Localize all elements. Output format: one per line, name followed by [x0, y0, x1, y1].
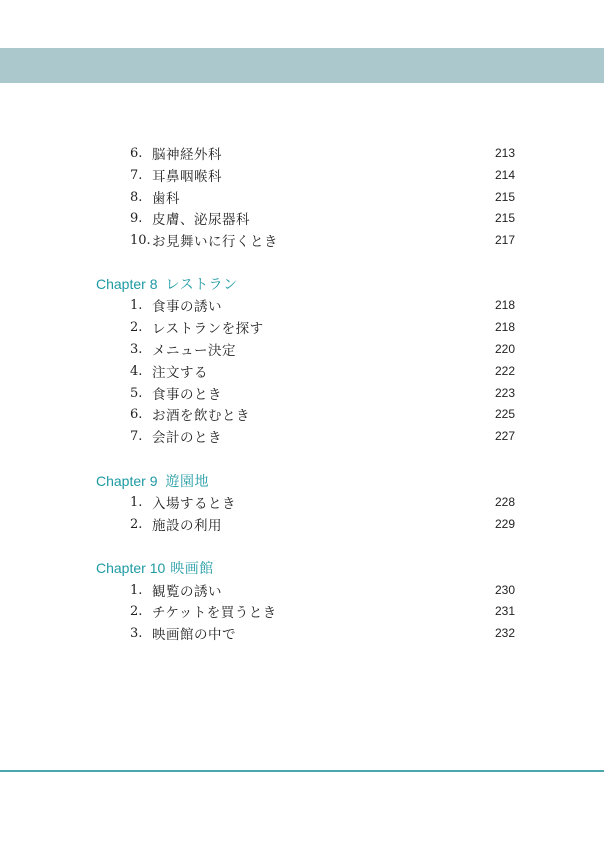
- entry-title: メニュー決定: [152, 343, 236, 359]
- entry-number: 5.: [130, 385, 143, 401]
- entry-number: 2.: [130, 516, 143, 532]
- entry-page-number: 214: [494, 168, 515, 182]
- footer-rule: [0, 770, 604, 772]
- toc-entry[interactable]: [130, 143, 515, 163]
- entry-title: 食事の誘い: [152, 299, 222, 315]
- chapter-title: 映画館: [170, 561, 214, 577]
- toc-entry[interactable]: [130, 426, 515, 446]
- chapter-title: レストラン: [165, 277, 238, 293]
- entry-title: 食事のとき: [152, 387, 222, 403]
- entry-page-number: 215: [494, 190, 515, 204]
- entry-number: 9.: [130, 210, 143, 226]
- entry-page-number: 227: [494, 429, 515, 443]
- toc-entry[interactable]: [130, 514, 515, 534]
- entry-title: お見舞いに行くとき: [152, 234, 278, 250]
- entry-title: 注文する: [152, 365, 208, 381]
- entry-title: 脳神経外科: [152, 147, 222, 163]
- entry-title: 映画館の中で: [152, 627, 236, 643]
- chapter-label: Chapter 10: [96, 560, 166, 576]
- toc-entry[interactable]: [130, 295, 515, 315]
- entry-page-number: 215: [494, 211, 515, 225]
- entry-page-number: 213: [494, 146, 515, 160]
- entry-title: 観覧の誘い: [152, 584, 222, 600]
- chapter-heading[interactable]: [96, 274, 238, 294]
- toc-entry[interactable]: [130, 317, 515, 337]
- entry-number: 10.: [130, 232, 151, 248]
- toc-entry[interactable]: [130, 383, 515, 403]
- entry-page-number: 223: [494, 386, 515, 400]
- header-band: [0, 48, 604, 83]
- chapter-heading[interactable]: [96, 558, 214, 578]
- entry-page-number: 220: [494, 342, 515, 356]
- entry-number: 3.: [130, 625, 143, 641]
- entry-title: 入場するとき: [152, 496, 236, 512]
- entry-number: 2.: [130, 319, 143, 335]
- entry-number: 8.: [130, 189, 143, 205]
- toc-entry[interactable]: [130, 187, 515, 207]
- entry-page-number: 222: [494, 364, 515, 378]
- chapter-label: Chapter 8: [96, 276, 158, 292]
- toc-entry[interactable]: [130, 623, 515, 643]
- toc-entry[interactable]: [130, 580, 515, 600]
- toc-entry[interactable]: [130, 339, 515, 359]
- entry-page-number: 225: [494, 407, 515, 421]
- entry-page-number: 218: [494, 298, 515, 312]
- toc-entry[interactable]: [130, 601, 515, 621]
- entry-title: 耳鼻咽喉科: [152, 169, 222, 185]
- entry-number: 2.: [130, 603, 143, 619]
- entry-page-number: 229: [494, 517, 515, 531]
- chapter-title: 遊園地: [165, 474, 209, 490]
- entry-number: 7.: [130, 167, 143, 183]
- entry-title: 会計のとき: [152, 430, 222, 446]
- entry-title: チケットを買うとき: [152, 605, 277, 621]
- toc-entry[interactable]: [130, 404, 515, 424]
- entry-number: 1.: [130, 494, 143, 510]
- entry-page-number: 218: [494, 320, 515, 334]
- toc-entry[interactable]: [130, 361, 515, 381]
- chapter-label: Chapter 9: [96, 473, 158, 489]
- entry-title: レストランを探す: [152, 321, 264, 337]
- entry-title: 歯科: [152, 191, 180, 207]
- entry-number: 3.: [130, 341, 143, 357]
- entry-page-number: 231: [494, 604, 515, 618]
- toc-entry[interactable]: [130, 230, 515, 250]
- entry-title: 施設の利用: [152, 518, 222, 534]
- entry-number: 6.: [130, 145, 143, 161]
- entry-title: 皮膚、泌尿器科: [152, 212, 250, 228]
- toc-entry[interactable]: [130, 165, 515, 185]
- entry-title: お酒を飲むとき: [152, 408, 250, 424]
- entry-number: 1.: [130, 297, 143, 313]
- chapter-heading[interactable]: [96, 471, 209, 491]
- entry-page-number: 230: [494, 583, 515, 597]
- entry-number: 1.: [130, 582, 143, 598]
- toc-entry[interactable]: [130, 492, 515, 512]
- entry-number: 7.: [130, 428, 143, 444]
- entry-number: 4.: [130, 363, 143, 379]
- entry-page-number: 232: [494, 626, 515, 640]
- toc-entry[interactable]: [130, 208, 515, 228]
- entry-page-number: 217: [494, 233, 515, 247]
- entry-number: 6.: [130, 406, 143, 422]
- entry-page-number: 228: [494, 495, 515, 509]
